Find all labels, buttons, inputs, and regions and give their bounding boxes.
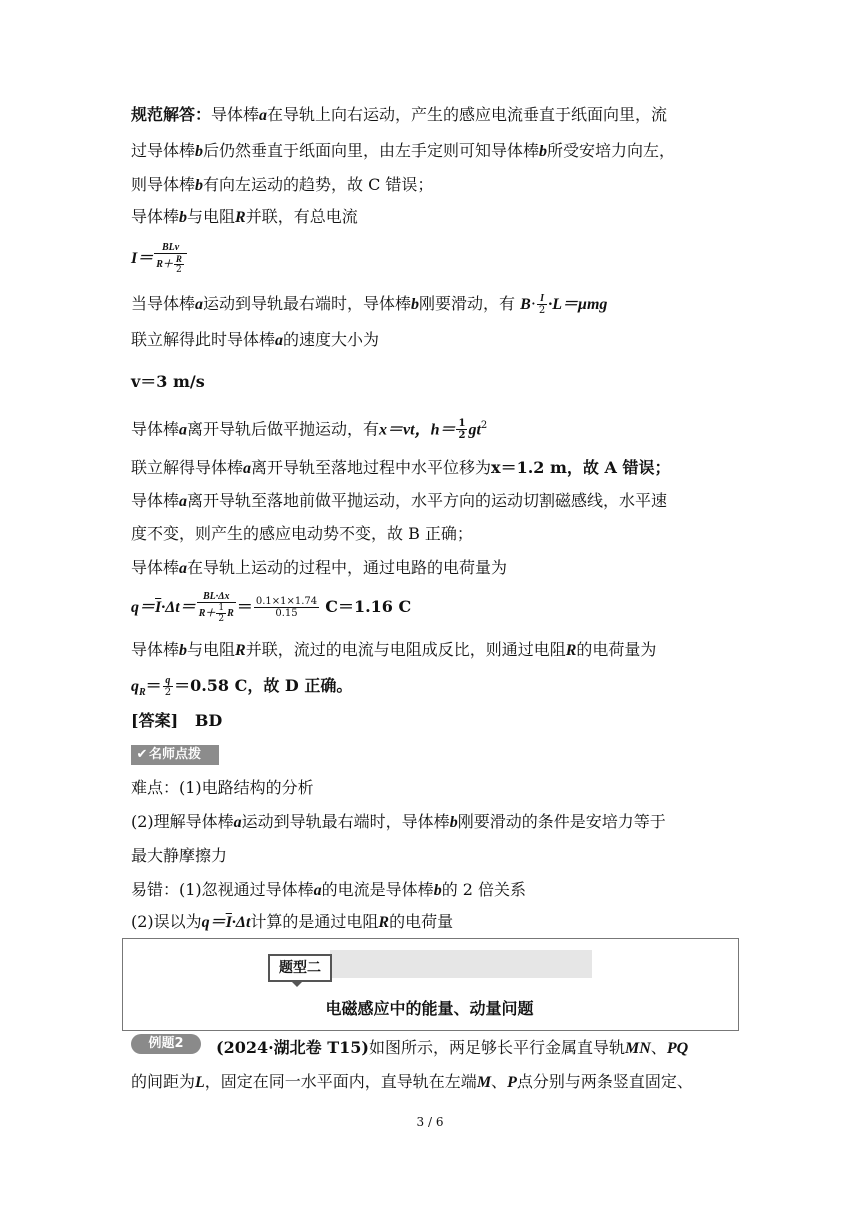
- tip-line-2: (2)理解导体棒a运动到导轨最右端时，导体棒b刚要滑动的条件是安培力等于: [131, 812, 666, 831]
- example-line-2: 的间距为L，固定在同一水平面内，直导轨在左端M、P点分别与两条竖直固定、: [131, 1072, 693, 1091]
- solution-line-3: 则导体棒b有向左运动的趋势，故 C 错误；: [131, 175, 434, 194]
- velocity-result: v＝3 m/s: [131, 372, 205, 391]
- tip-line-3: 最大静摩擦力: [131, 846, 228, 865]
- solution-line-11: 导体棒a在导轨上运动的过程中，通过电路的电荷量为: [131, 558, 508, 577]
- page-number: 3 / 6: [416, 1115, 444, 1129]
- section-title: 电磁感应中的能量、动量问题: [325, 999, 534, 1018]
- tip-badge: ✔ 名师点拨: [131, 745, 219, 765]
- tip-line-5: (2)误以为$q=\overline{I}\cdot\Delta t$计算的是通过电阻R的电荷量: [131, 912, 454, 931]
- solution-line-8: 联立解得导体棒a离开导轨至落地过程中水平位移为x＝1.2 m，故 A 错误；: [131, 458, 671, 477]
- section-tag: 题型二: [268, 954, 332, 982]
- solution-label: 规范解答：: [131, 105, 212, 124]
- answer-label: [答案]: [131, 711, 179, 730]
- solution-line-6: 联立解得此时导体棒a的速度大小为: [131, 330, 380, 349]
- example-line-1: (2024·湖北卷 T15)如图所示，两足够长平行金属直导轨MN、PQ: [216, 1038, 689, 1057]
- solution-line-1: 规范解答：导体棒a在导轨上向右运动，产生的感应电流垂直于纸面向里，流: [131, 105, 668, 124]
- section-tag-bar: [330, 950, 592, 978]
- formula-total-current: I＝ BLv R＋ $\frac{R}{2}$: [131, 241, 188, 276]
- tag-pointer-icon: [290, 980, 304, 987]
- formula-charge-r: $q_R=$ $\frac{q}{2}$ ＝0.58 C，故 D 正确。: [131, 675, 353, 699]
- example-badge: 例题2: [131, 1034, 201, 1054]
- tip-line-4: 易错：(1)忽视通过导体棒a的电流是导体棒b的 2 倍关系: [131, 880, 527, 899]
- tip-line-1: 难点：(1)电路结构的分析: [131, 778, 314, 797]
- answer-line: [131, 710, 222, 732]
- solution-line-5: 当导体棒a运动到导轨最右端时，导体棒b刚要滑动，有 B· $\frac{I}{2}$ ·L＝μmg: [131, 293, 608, 316]
- solution-line-12: 导体棒b与电阻R并联，流过的电流与电阻成反比，则通过电阻R的电荷量为: [131, 640, 657, 659]
- solution-line-2: 过导体棒b后仍然垂直于纸面向里，由左手定则可知导体棒b所受安培力向左，: [131, 141, 676, 160]
- answer-value: BD: [194, 711, 223, 730]
- solution-line-4: 导体棒b与电阻R并联，有总电流: [131, 207, 358, 226]
- formula-charge: $q=\overline{I}\cdot\Delta t=$ BL·Δx R＋ $\frac{1}{2}$ R ＝ $\frac{0.1\times 1\times 1.74}{0.15}$ C＝1.16 C: [131, 591, 412, 624]
- solution-line-10: 度不变，则产生的感应电动势不变，故 B 正确；: [131, 524, 473, 543]
- solution-line-9: 导体棒a离开导轨至落地前做平抛运动，水平方向的运动切割磁感线，水平速: [131, 491, 668, 510]
- solution-line-7: 导体棒a离开导轨后做平抛运动，有x＝vt，h＝ $\frac{1}{2}$ $gt^2$: [131, 418, 488, 442]
- check-icon: ✔: [136, 747, 148, 762]
